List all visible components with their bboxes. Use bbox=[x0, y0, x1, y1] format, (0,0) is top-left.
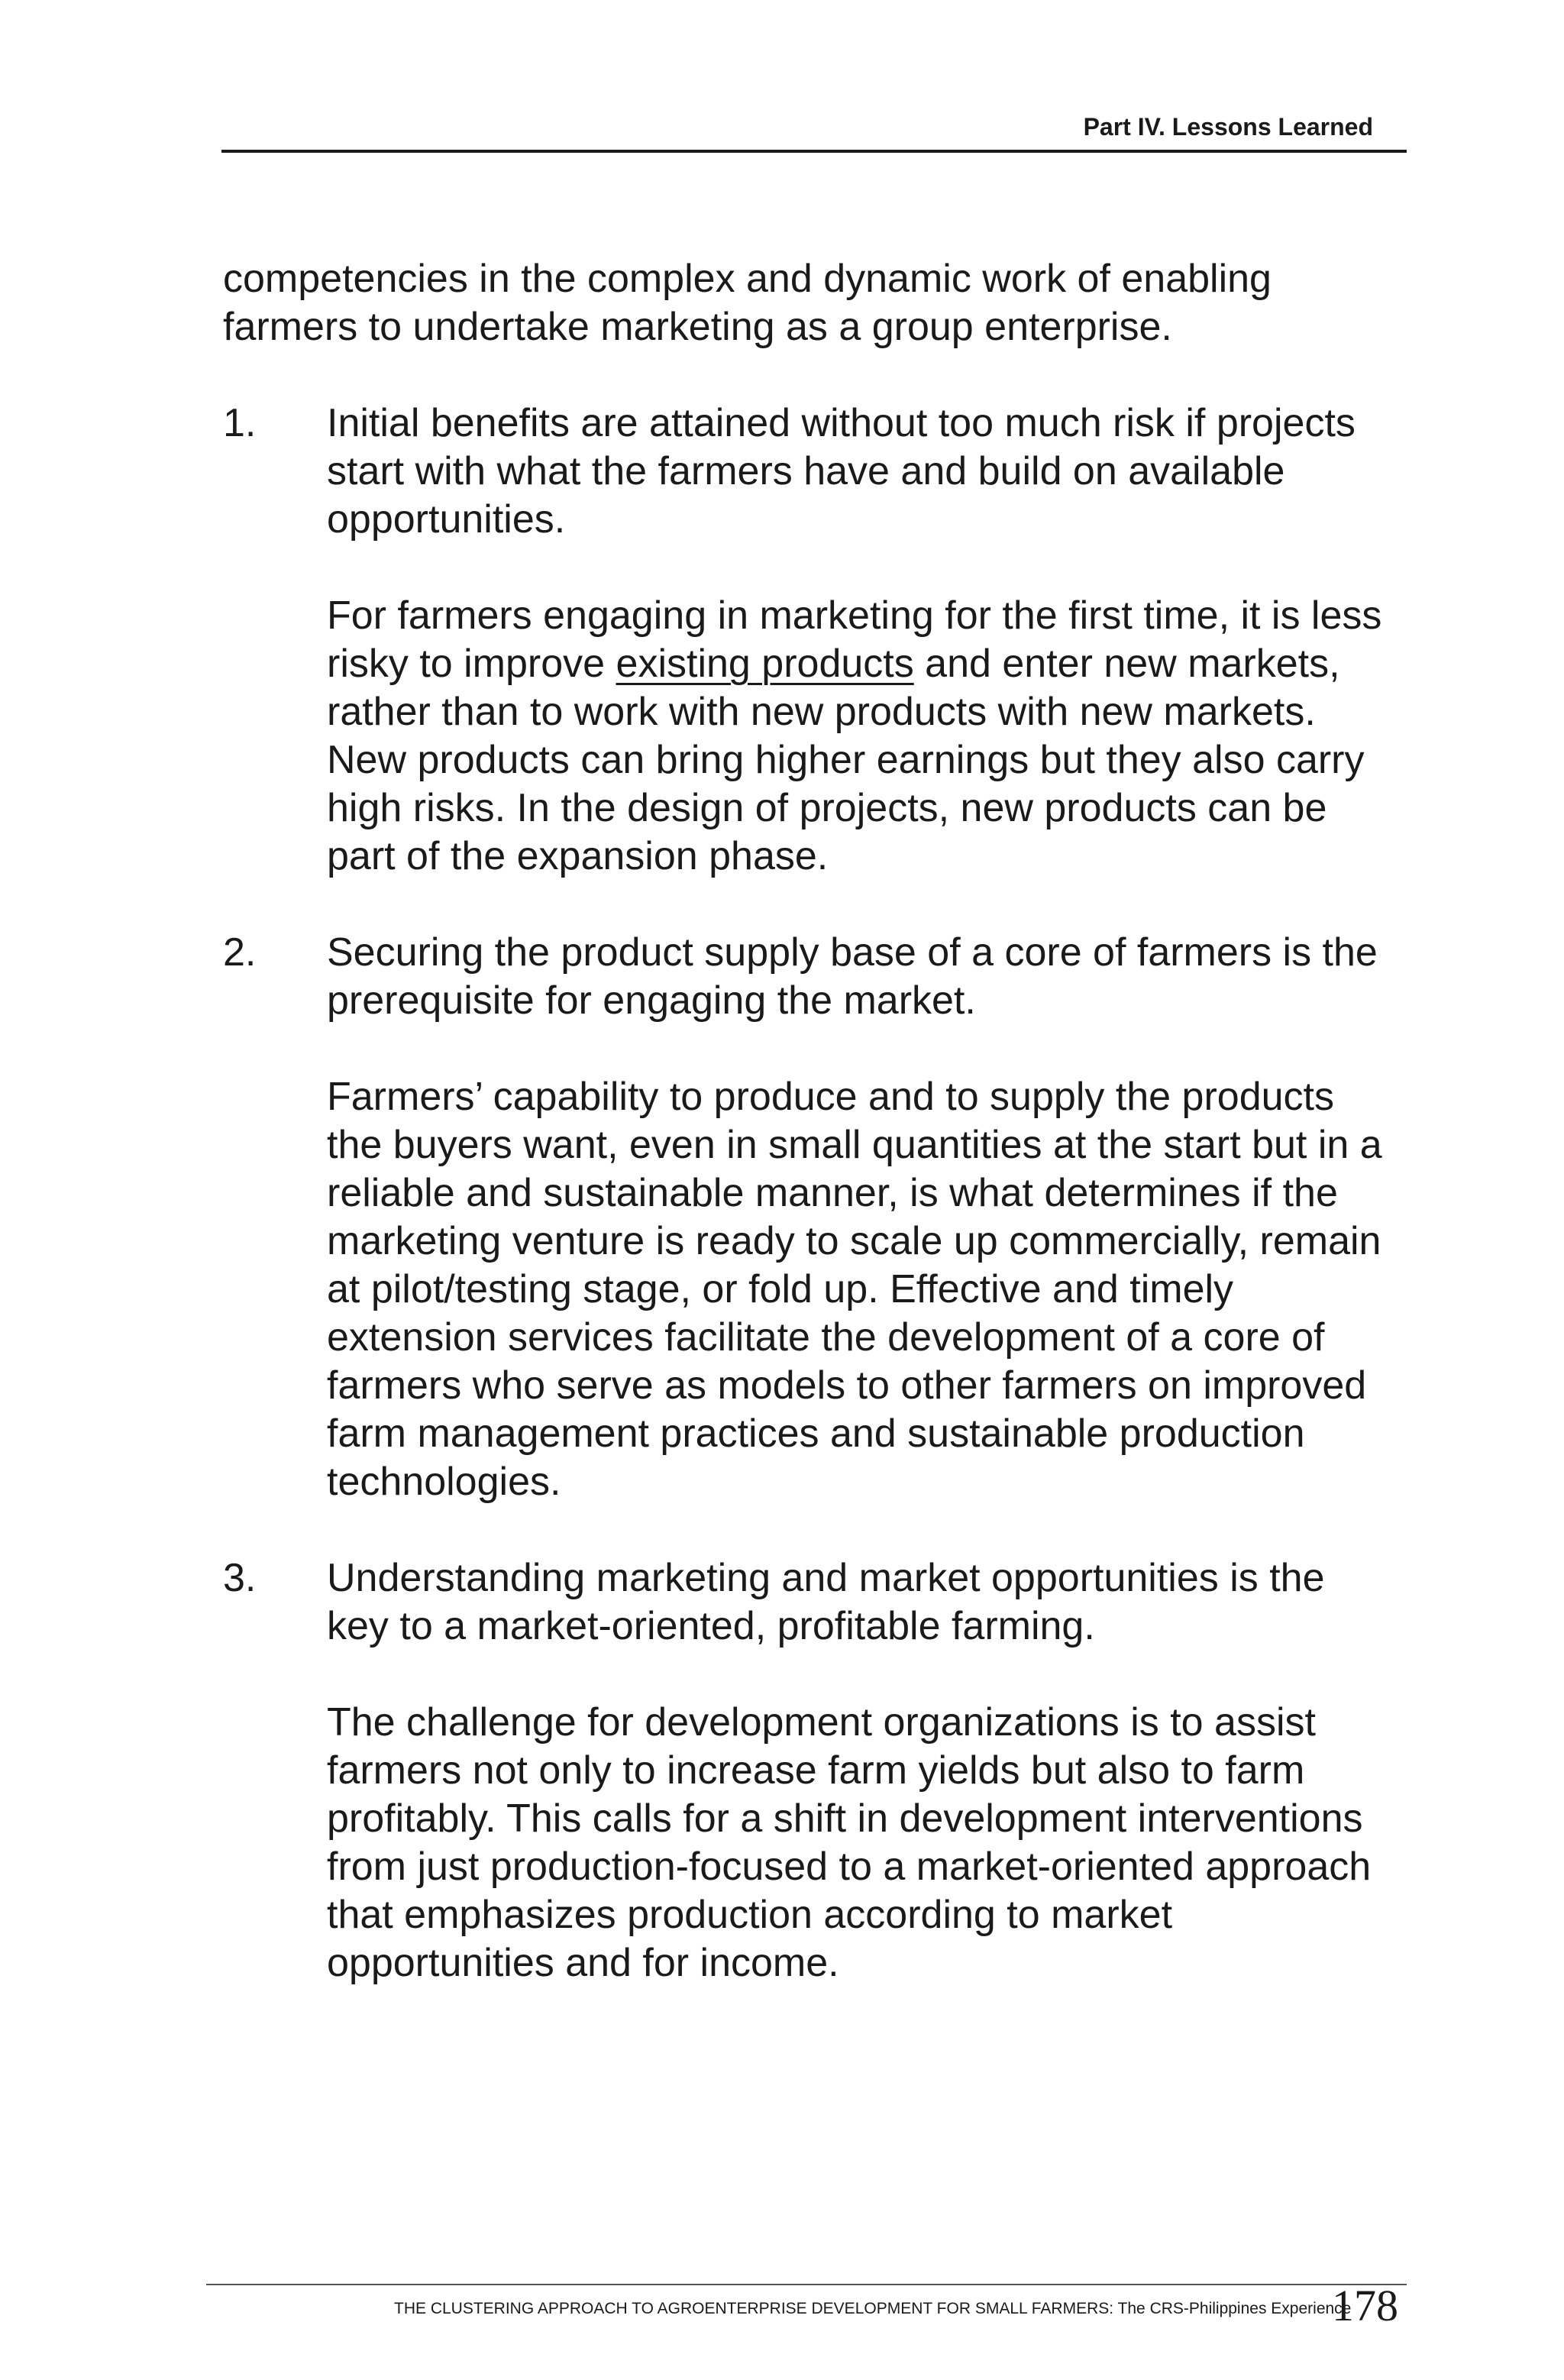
lesson-detail-1-part-a: For farmers engaging in marketing for the first time, it is less risky to improve bbox=[327, 593, 1382, 686]
lesson-detail-1 bbox=[327, 592, 1391, 881]
running-header: Part IV. Lessons Learned bbox=[1083, 113, 1373, 141]
page-number: 178 bbox=[1332, 2281, 1398, 2330]
lesson-number-1: 1. bbox=[223, 401, 257, 445]
lesson-detail-1-part-b: and enter new markets, rather than to work with new products with new markets. New products can bring higher earnings but they also carry high risks. In the design of projects, new products can be part of the expansion phase. bbox=[327, 642, 1365, 878]
lesson-lead-1: Initial benefits are attained without too much risk if projects start with what the farmers have and build on available opportunities. bbox=[327, 401, 1356, 542]
lesson-number-3: 3. bbox=[223, 1556, 257, 1600]
lesson-detail-2: Farmers’ capability to produce and to supply the products the buyers want, even in small quantities at the start but in a reliable and sustainable manner, is what determines if the marketing venture is ready to scale up commercially, remain at pilot/testing stage, or fold up. Effective and timely extension services facilitate the development of a core of farmers who serve as models to other farmers on improved farm management practices and sustainable production technologies. bbox=[327, 1075, 1382, 1504]
lesson-item-3 bbox=[223, 1554, 1391, 1987]
lesson-item-1 bbox=[223, 399, 1391, 881]
underlined-phrase: existing products bbox=[616, 642, 914, 686]
lesson-number-2: 2. bbox=[223, 930, 257, 975]
footer-rule bbox=[206, 2284, 1407, 2285]
footer-book-title: THE CLUSTERING APPROACH TO AGROENTERPRISE DEVELOPMENT FOR SMALL FARMERS: The CRS-Philippines Experience bbox=[394, 2300, 1352, 2317]
intro-paragraph: competencies in the complex and dynamic work of enabling farmers to undertake marketing as a group enterprise. bbox=[223, 257, 1272, 349]
lesson-detail-3: The challenge for development organizations is to assist farmers not only to increase farm yields but also to farm profitably. This calls for a shift in development interventions from just production-focused to a market-oriented approach that emphasizes production according to market opportunities and for income. bbox=[327, 1700, 1372, 1985]
lesson-item-2 bbox=[223, 929, 1391, 1506]
header-rule bbox=[221, 150, 1407, 153]
lesson-lead-3: Understanding marketing and market opportunities is the key to a market-oriented, profitable farming. bbox=[327, 1556, 1325, 1648]
page-body bbox=[223, 255, 1391, 1987]
lesson-lead-2: Securing the product supply base of a core of farmers is the prerequisite for engaging the market. bbox=[327, 930, 1378, 1023]
